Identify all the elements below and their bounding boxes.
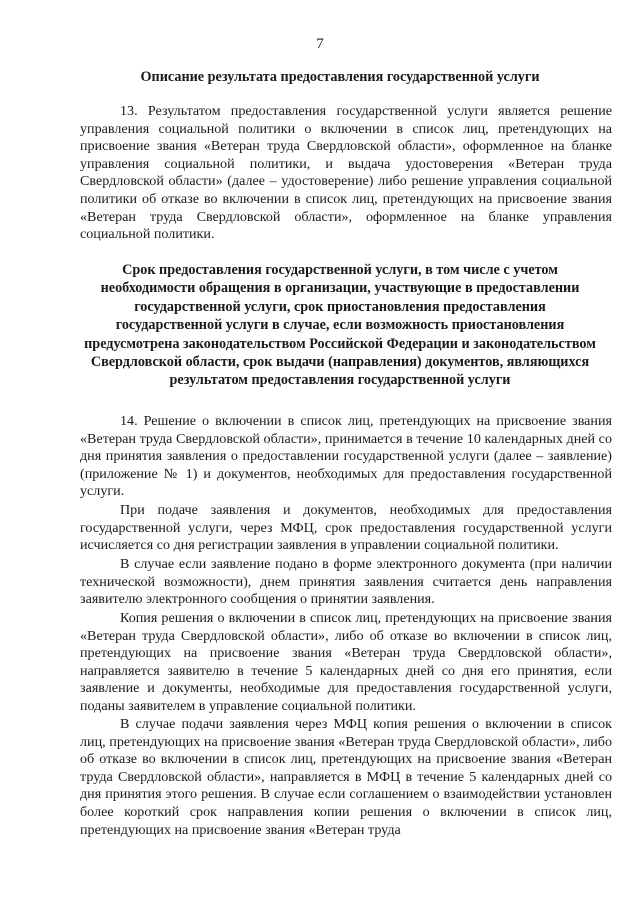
paragraph-14-mfc-copy: В случае подачи заявления через МФЦ копия решения о включении в список лиц, претендующих на присвоение звания «Ветеран труда Свердловской области», либо об отказе во включении в список лиц, претендующих на присвоение звания «Ветеран труда Свердловской области», направляется в МФЦ в течение 5 календарных дней со дня принятия этого решения. В случае если соглашением о взаимодействии установлен более короткий срок направления копии решения о включении в список лиц, претендующих на присвоение звания «Ветеран труда [80, 716, 612, 838]
section-title-result: Описание результата предоставления государственной услуги [140, 69, 540, 85]
section-title-deadline: Срок предоставления государственной услуги, в том числе с учетом необходимости обращения в организации, участвующие в предоставлении государственной услуги, срок приостановления предоставления государственной услуги в случае, если возможность приостановления предусмотрена законодательством Российской Федерации и законодательством Свердловской области, срок выдачи (направления) документов, являющихся результатом предоставления государственной услуги [84, 262, 596, 389]
paragraph-14: 14. Решение о включении в список лиц, претендующих на присвоение звания «Ветеран труда Свердловской области», принимается в течение 10 календарных дней со дня принятия заявления о предоставлении государственной услуги (далее – заявление) (приложение № 1) и документов, необходимых для предоставления государственной услуги. [80, 413, 612, 500]
paragraph-14-electronic: В случае если заявление подано в форме электронного документа (при наличии технической возможности), днем принятия заявления считается день направления заявителю электронного сообщения о принятии заявления. [80, 556, 612, 608]
paragraph-13: 13. Результатом предоставления государственной услуги является решение управления социальной политики о включении в список лиц, претендующих на присвоение звания «Ветеран труда Свердловской области», оформленное на бланке управления социальной политики, и выдача удостоверения «Ветеран труда Свердловской области» (далее – удостоверение) либо решение управления социальной политики об отказе во включении в список лиц, претендующих на присвоение звания «Ветеран труда Свердловской области», оформленное на бланке управления социальной политики. [80, 103, 612, 243]
paragraph-14-copy: Копия решения о включении в список лиц, претендующих на присвоение звания «Ветеран труда Свердловской области», либо об отказе во включении в список лиц, претендующих на присвоение звания «Ветеран труда Свердловской области», направляется заявителю в течение 5 календарных дней со дня его принятия, если заявление и документы, необходимые для предоставления государственной услуги, поданы заявителем в управление социальной политики. [80, 610, 612, 714]
page-number: 7 [316, 36, 324, 52]
paragraph-14-mfc: При подаче заявления и документов, необходимых для предоставления государственной услуги, через МФЦ, срок предоставления государственной услуги исчисляется со дня регистрации заявления в управлении социальной политики. [80, 502, 612, 554]
